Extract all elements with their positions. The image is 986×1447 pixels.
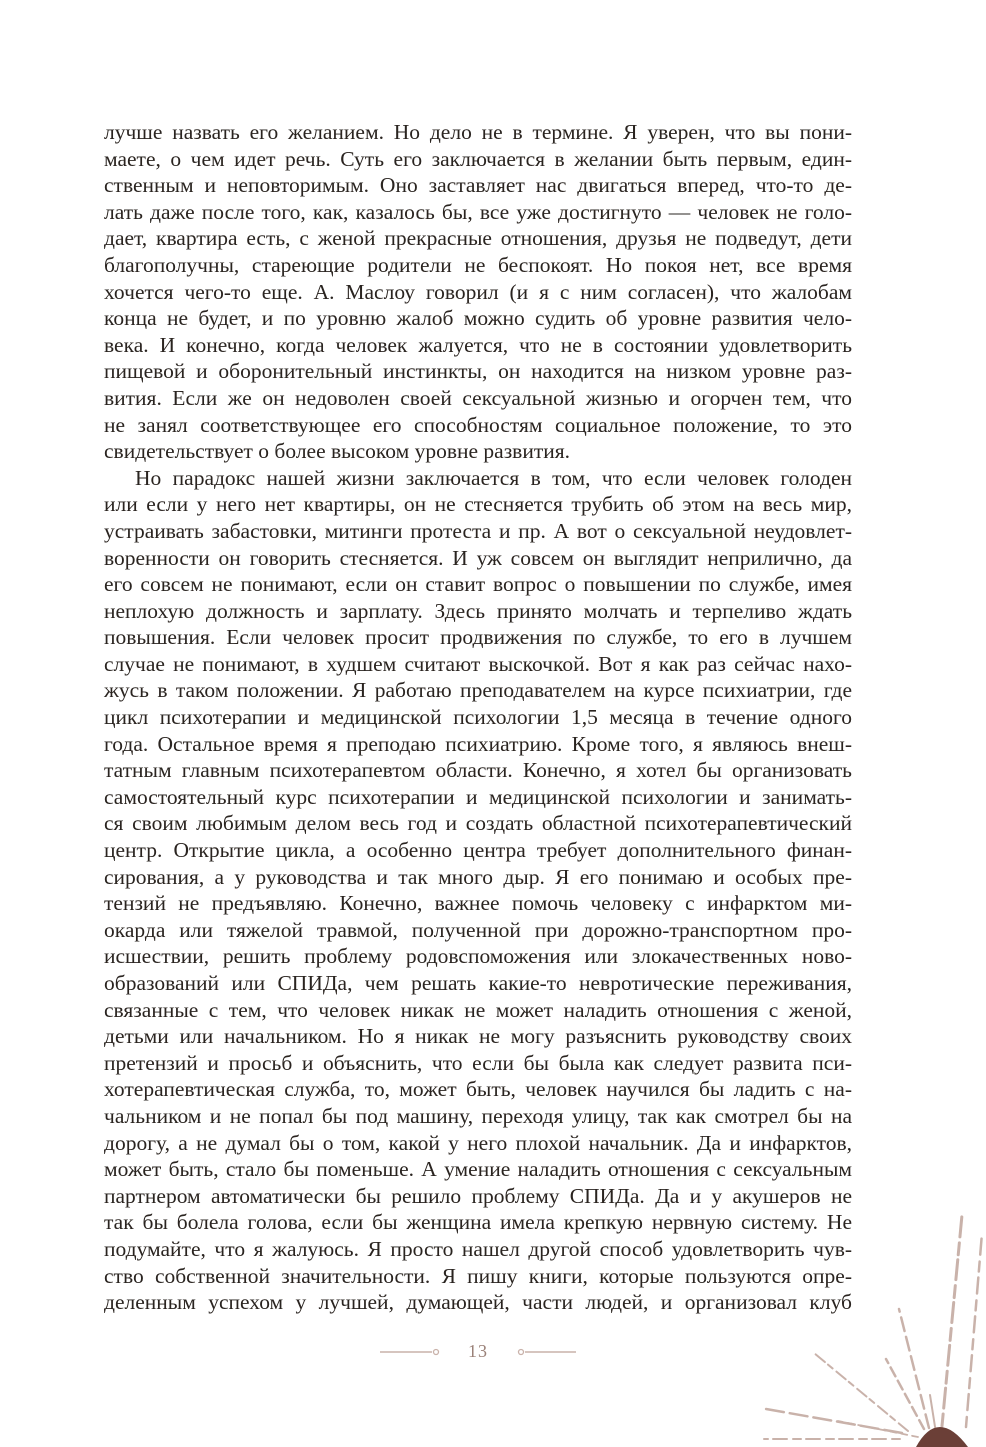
text-line: вития. Если же он недоволен своей сексуальной жизнью и огорчен тем, что <box>104 385 852 410</box>
text-line: конца не будет, и по уровню жалоб можно судить об уровне развития чело- <box>104 306 852 331</box>
text-line: века. И конечно, когда человек жалуется, что не в состоянии удовлетворить <box>104 332 852 357</box>
text-line: повышения. Если человек просит продвижения по службе, то его в лучшем <box>104 625 852 650</box>
text-line: сирования, а у руководства и так много дыр. Я его понимаю и особых пре- <box>104 864 852 889</box>
text-line: самостоятельный курс психотерапии и медицинской психологии и занимать- <box>104 784 852 809</box>
text-line: претензий и просьб и объяснить, что если бы была как следует развита пси- <box>104 1050 852 1075</box>
page-number: 13 <box>468 1341 488 1361</box>
text-line: подумайте, что я жалуюсь. Я просто нашел другой способ удовлетворить чув- <box>104 1236 852 1261</box>
text-line: детьми или начальником. Но я никак не могу разъяснить руководству своих <box>104 1024 852 1049</box>
text-line: свидетельствует о более высоком уровне развития. <box>104 439 571 464</box>
text-line: окарда или тяжелой травмой, полученной при дорожно-транспортном про- <box>104 917 852 942</box>
text-line: устраивать забастовки, митинги протеста и пр. А вот о сексуальной неудовлет- <box>104 518 852 543</box>
text-line: дает, квартира есть, с женой прекрасные отношения, друзья не подведут, дети <box>104 226 852 251</box>
text-line: благополучны, стареющие родители не беспокоят. Но покоя нет, все время <box>104 252 852 277</box>
text-line: маете, о чем идет речь. Суть его заключается в желании быть первым, един- <box>104 146 852 171</box>
text-line: хочется чего-то еще. А. Маслоу говорил (и я с ним согласен), что жалобам <box>104 279 852 304</box>
text-line: Но парадокс нашей жизни заключается в том, что если человек голоден <box>135 465 852 490</box>
text-line: исшествии, решить проблему родовспоможения или злокачественных ново- <box>104 944 852 969</box>
text-line: года. Остальное время я преподаю психиатрию. Кроме того, я являюсь внеш- <box>104 731 852 756</box>
text-line: центр. Открытие цикла, а особенно центра требует дополнительного финан- <box>104 838 852 863</box>
text-line: ство собственной значительности. Я пишу книги, которые пользуются опре- <box>104 1263 852 1288</box>
text-line: образований или СПИДа, чем решать какие-то невротические переживания, <box>104 971 852 995</box>
text-line: так бы болела голова, если бы женщина имела крепкую нервную систему. Не <box>104 1210 852 1235</box>
text-line: лать даже после того, как, казалось бы, все уже достигнуто — человек не голо- <box>104 199 852 224</box>
text-line: или если у него нет квартиры, он не стесняется трубить об этом на весь мир, <box>104 492 852 517</box>
text-line: связанные с тем, что человек никак не может наладить отношения с женой, <box>104 997 852 1022</box>
text-line: неплохую должность и зарплату. Здесь принято молчать и терпеливо ждать <box>104 598 852 623</box>
text-line: воренности он говорить стесняется. И уж совсем он выглядит неприлично, да <box>104 545 852 570</box>
text-line: не занял соответствующее его способностям социальное положение, то это <box>104 412 852 437</box>
text-line: может быть, стало бы поменьше. А умение наладить отношения с сексуальным <box>104 1157 852 1182</box>
text-line: деленным успехом у лучшей, думающей, части людей, и организовал клуб <box>104 1290 852 1315</box>
text-line: татным главным психотерапевтом области. Конечно, я хотел бы организовать <box>104 758 852 783</box>
text-line: лучше назвать его желанием. Но дело не в термине. Я уверен, что вы пони- <box>104 120 852 144</box>
text-line: чальником и не попал бы под машину, переходя улицу, так как смотрел бы на <box>104 1103 852 1128</box>
text-line: жусь в таком положении. Я работаю преподавателем на курсе психиатрии, где <box>104 678 852 703</box>
text-line: его совсем не понимают, если он ставит вопрос о повышении по службе, имея <box>104 572 852 597</box>
text-line: дорогу, а не думал бы о том, какой у него плохой начальник. Да и инфарктов, <box>104 1130 852 1155</box>
body-text <box>104 119 852 1316</box>
text-line: ственным и неповторимым. Оно заставляет нас двигаться вперед, что-то де- <box>104 173 852 198</box>
text-line: тензий не предъявляю. Конечно, важнее помочь человеку с инфарктом ми- <box>104 891 852 916</box>
text-line: пищевой и оборонительный инстинкты, он находится на низком уровне раз- <box>104 359 852 384</box>
text-line: хотерапевтическая служба, то, может быть, человек научился бы ладить с на- <box>104 1077 852 1102</box>
text-line: цикл психотерапии и медицинской психологии 1,5 месяца в течение одного <box>104 705 852 730</box>
paragraph-1 <box>104 119 852 465</box>
paragraph-2 <box>104 465 852 1316</box>
corner-rays-ornament-icon <box>710 1207 986 1447</box>
text-line: партнером автоматически бы решило проблему СПИДа. Да и у акушеров не <box>104 1183 852 1208</box>
text-line: случае не понимают, в худшем считают выскочкой. Вот я как раз сейчас нахо- <box>104 651 852 676</box>
text-line: ся своим любимым делом весь год и создать областной психотерапевтический <box>104 811 852 836</box>
